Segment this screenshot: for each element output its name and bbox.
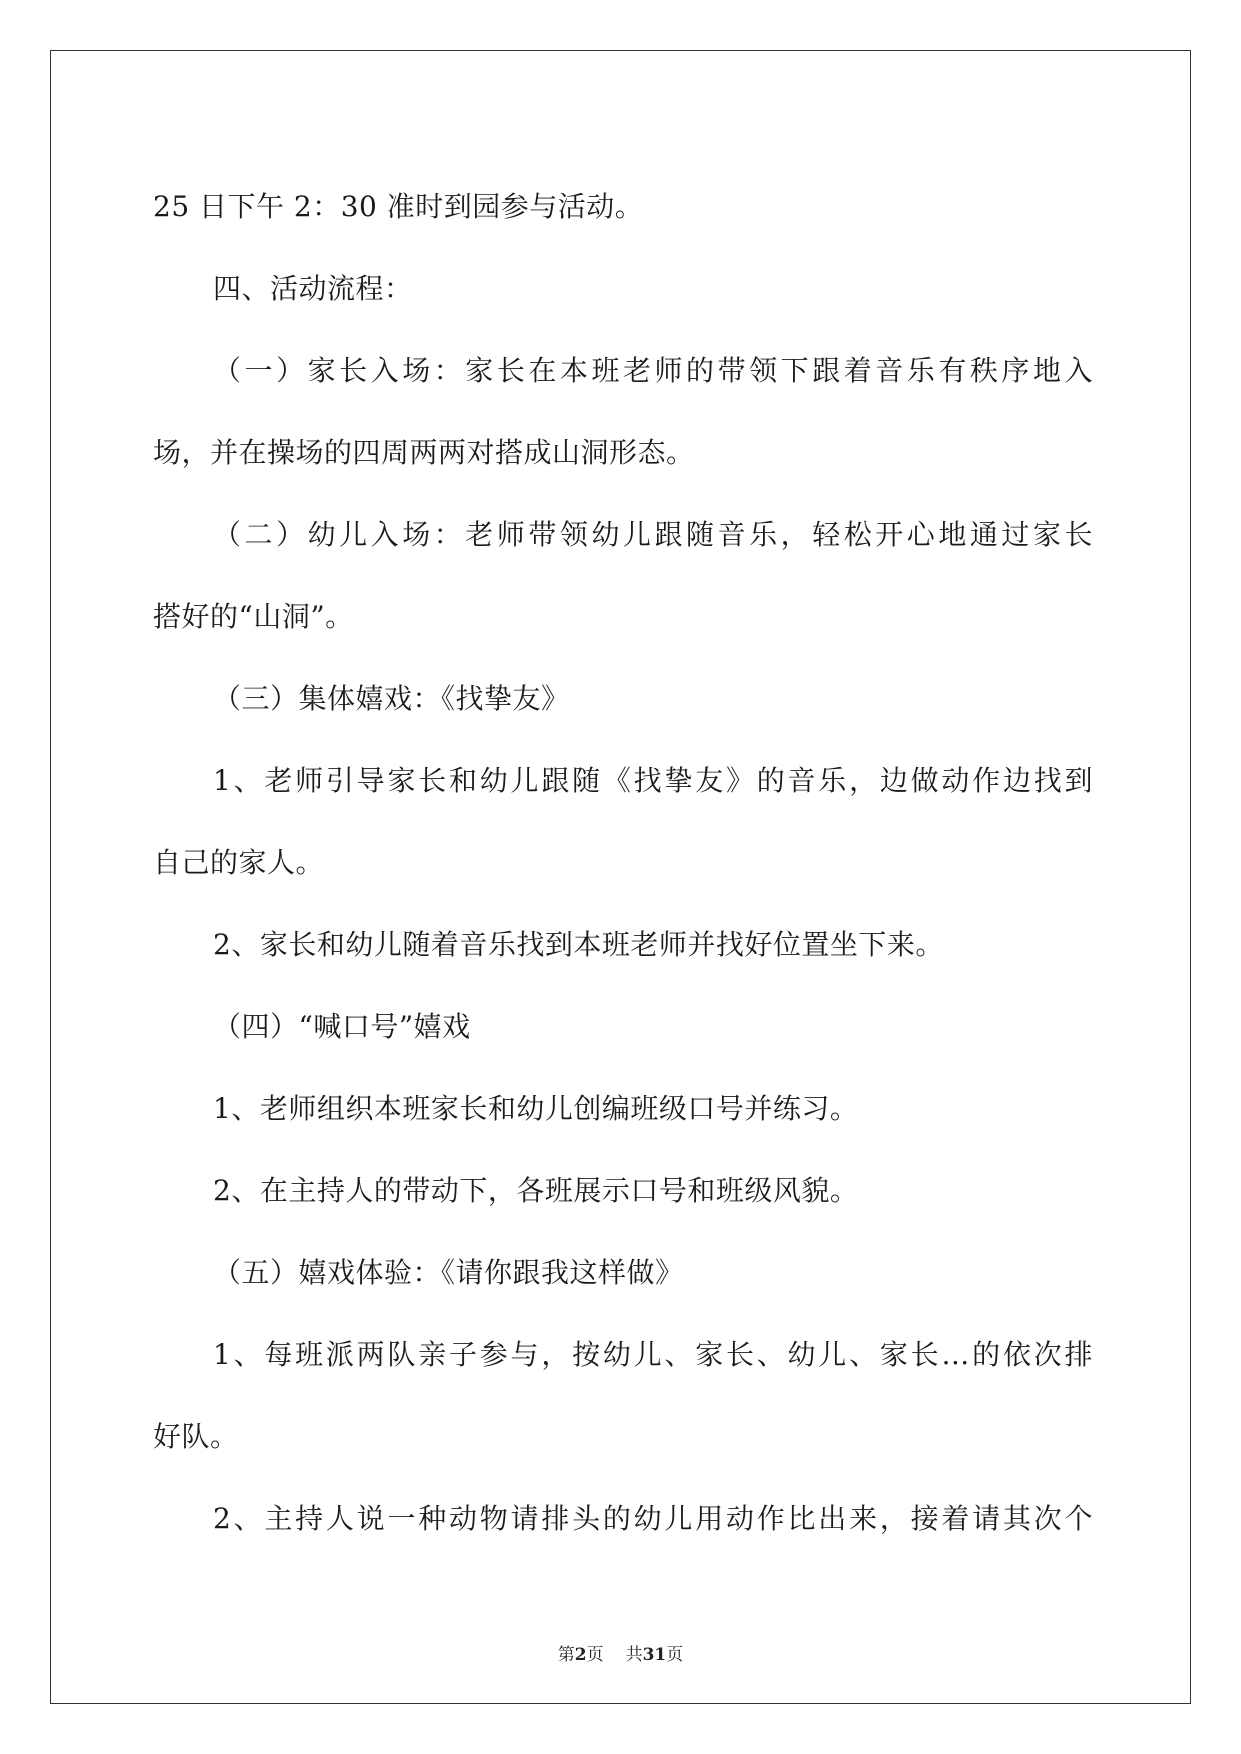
- paragraph-line: 1、老师引导家长和幼儿跟随《找挚友》的音乐，边做动作边找到: [213, 764, 1093, 797]
- paragraph-line: 25 日下午 2：30 准时到园参与活动。: [153, 190, 644, 223]
- page-footer: [0, 1640, 1241, 1665]
- paragraph-line: 2、主持人说一种动物请排头的幼儿用动作比出来，接着请其次个: [213, 1502, 1093, 1535]
- paragraph-line: 四、活动流程：: [213, 272, 413, 305]
- paragraph-line: 2、家长和幼儿随着音乐找到本班老师并找好位置坐下来。: [213, 928, 944, 961]
- paragraph-line: 搭好的“山洞”。: [153, 600, 354, 633]
- paragraph-line: （一）家长入场：家长在本班老师的带领下跟着音乐有秩序地入: [213, 354, 1093, 387]
- total-pages: 31: [642, 1645, 667, 1665]
- document-body: [153, 166, 1093, 1560]
- paragraph-line: 1、每班派两队亲子参与，按幼儿、家长、幼儿、家长…的依次排: [213, 1338, 1093, 1371]
- page-prefix: 第: [557, 1645, 575, 1665]
- page-number: 2: [574, 1645, 587, 1665]
- page-suffix: 页: [586, 1645, 604, 1665]
- paragraph-line: （五）嬉戏体验：《请你跟我这样做》: [213, 1256, 684, 1289]
- paragraph-line: （三）集体嬉戏：《找挚友》: [213, 682, 570, 715]
- total-suffix: 页: [666, 1645, 684, 1665]
- paragraph-line: 场，并在操场的四周两两对搭成山洞形态。: [153, 436, 695, 469]
- paragraph-line: 1、老师组织本班家长和幼儿创编班级口号并练习。: [213, 1092, 859, 1125]
- paragraph-line: （四）“喊口号”嬉戏: [213, 1010, 471, 1043]
- paragraph-line: 2、在主持人的带动下，各班展示口号和班级风貌。: [213, 1174, 859, 1207]
- paragraph-line: （二）幼儿入场：老师带领幼儿跟随音乐，轻松开心地通过家长: [213, 518, 1093, 551]
- paragraph-line: 自己的家人。: [153, 846, 325, 879]
- total-prefix: 共: [625, 1645, 643, 1665]
- paragraph-line: 好队。: [153, 1420, 239, 1453]
